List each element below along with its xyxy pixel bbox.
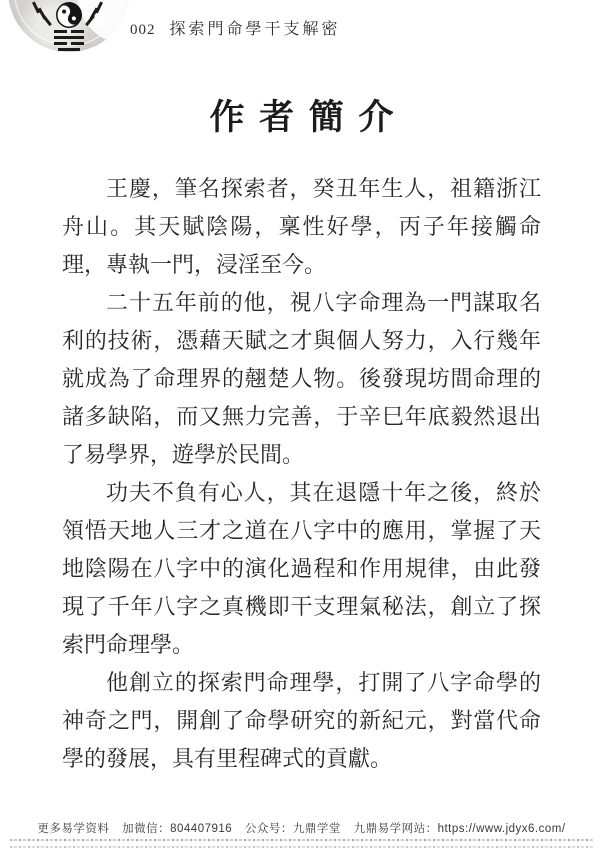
body-paragraph: 他創立的探索門命理學，打開了八字命學的神奇之門，開創了命學研究的新紀元，對當代命學的發展，具有里程碑式的貢獻。 xyxy=(62,670,541,771)
body-text xyxy=(62,170,541,778)
footer-wechat-label: 加微信： xyxy=(122,823,171,835)
scan-artifact-line xyxy=(10,839,593,841)
footer-site-label: 九鼎易学网站： xyxy=(353,823,438,835)
book-title: 探索門命學干支解密 xyxy=(169,21,341,38)
body-paragraph: 王慶，筆名探索者，癸丑年生人，祖籍浙江舟山。其天賦陰陽，稟性好學，丙子年接觸命理，專執一門，浸淫至今。 xyxy=(62,176,541,277)
footer xyxy=(0,820,603,836)
footer-account-label: 公众号： xyxy=(244,823,293,835)
page-title: 作者簡介 xyxy=(209,98,409,137)
scan-artifact-line xyxy=(10,846,593,848)
footer-account-name: 九鼎学堂 xyxy=(292,823,341,835)
running-head xyxy=(130,16,341,39)
trigram-lines-icon xyxy=(47,30,91,51)
footer-resources-label: 更多易学资料 xyxy=(37,823,110,835)
page-number: 002 xyxy=(130,22,156,38)
body-paragraph: 二十五年前的他，視八字命理為一門謀取名利的技術，憑藉天賦之才與個人努力，入行幾年就成為了命理界的翹楚人物。後發現坊間命理的諸多缺陷，而又無力完善，于辛巳年底毅然退出了易學界，遊學於民間。 xyxy=(62,290,541,467)
footer-wechat-id: 804407916 xyxy=(170,823,233,835)
publisher-emblem xyxy=(0,0,135,60)
footer-site-url: https://www.jdyx6.com/ xyxy=(437,823,566,835)
body-paragraph: 功夫不負有心人，其在退隱十年之後，終於領悟天地人三才之道在八字中的應用，掌握了天地陰陽在八字中的演化過程和作用規律，由此發現了千年八字之真機即干支理氣秘法，創立了探索門命理學。 xyxy=(62,480,541,657)
